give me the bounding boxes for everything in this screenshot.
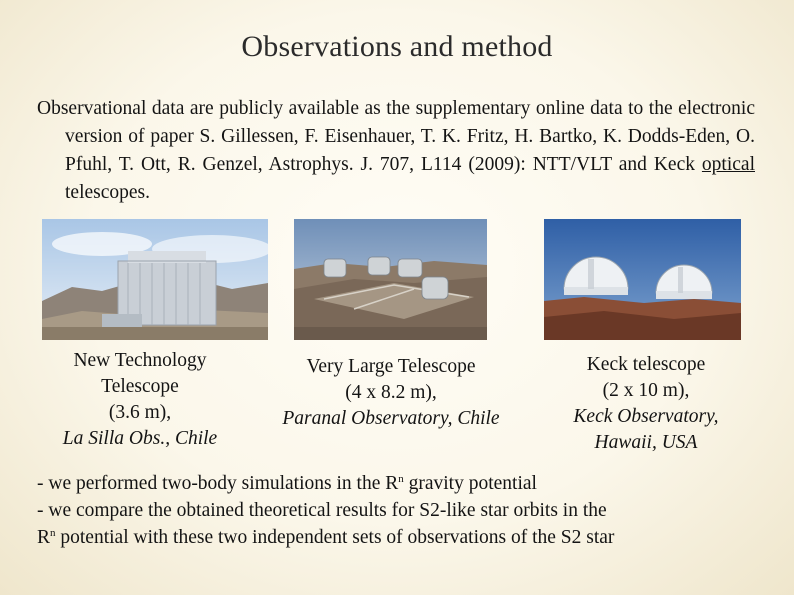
intro-paragraph <box>37 95 755 207</box>
bullet-line-3 <box>37 524 767 551</box>
bullet-3-superscript: n <box>50 527 56 539</box>
ntt-telescope-photo <box>42 219 268 340</box>
bullet-2-text: - we compare the obtained theoretical results for S2-like star orbits in the <box>37 500 607 521</box>
keck-caption <box>548 352 744 456</box>
bullet-1-superscript: n <box>398 473 404 485</box>
intro-underlined-word: optical <box>701 154 755 175</box>
keck-site-line-2: Hawaii, USA <box>594 432 698 453</box>
bullet-1-text-end: gravity potential <box>403 473 537 494</box>
vlt-name-line-1: Very Large Telescope <box>306 356 476 377</box>
method-bullets <box>37 470 767 551</box>
ntt-name-line-1: New Technology <box>73 350 207 371</box>
vlt-telescope-photo <box>294 219 487 340</box>
slide-title: Observations and method <box>241 30 553 63</box>
vlt-caption <box>250 354 532 432</box>
intro-text-end: telescopes. <box>65 182 151 203</box>
intro-text: Observational data are publicly available as the supplementary online data to the electronic version of paper S. Gillessen, F. Eisenhauer, T. K. Fritz, H. Bartko, K. Dodds-Eden, O. Pfuhl, T. Ott, R. Genzel, Astrophys. J. 707, L114 (2009): NTT/VLT and Keck <box>37 98 755 175</box>
bullet-1-text: - we performed two-body simulations in the R <box>37 473 399 494</box>
bullet-3-text: R <box>37 527 51 548</box>
keck-name-line-1: Keck telescope <box>586 354 706 375</box>
keck-telescope-photo <box>544 219 741 340</box>
bullet-3-text-end: potential with these two independent sets of observations of the S2 star <box>55 527 615 548</box>
ntt-site: La Silla Obs., Chile <box>62 428 218 449</box>
vlt-name-line-2: (4 x 8.2 m), <box>345 382 437 403</box>
bullet-line-1 <box>37 470 767 497</box>
vlt-site: Paranal Observatory, Chile <box>282 408 500 429</box>
keck-name-line-2: (2 x 10 m), <box>602 380 690 401</box>
ntt-name-line-3: (3.6 m), <box>108 402 172 423</box>
keck-site-line-1: Keck Observatory, <box>573 406 719 427</box>
ntt-caption <box>40 348 240 452</box>
ntt-name-line-2: Telescope <box>101 376 179 397</box>
bullet-line-2 <box>37 497 767 524</box>
